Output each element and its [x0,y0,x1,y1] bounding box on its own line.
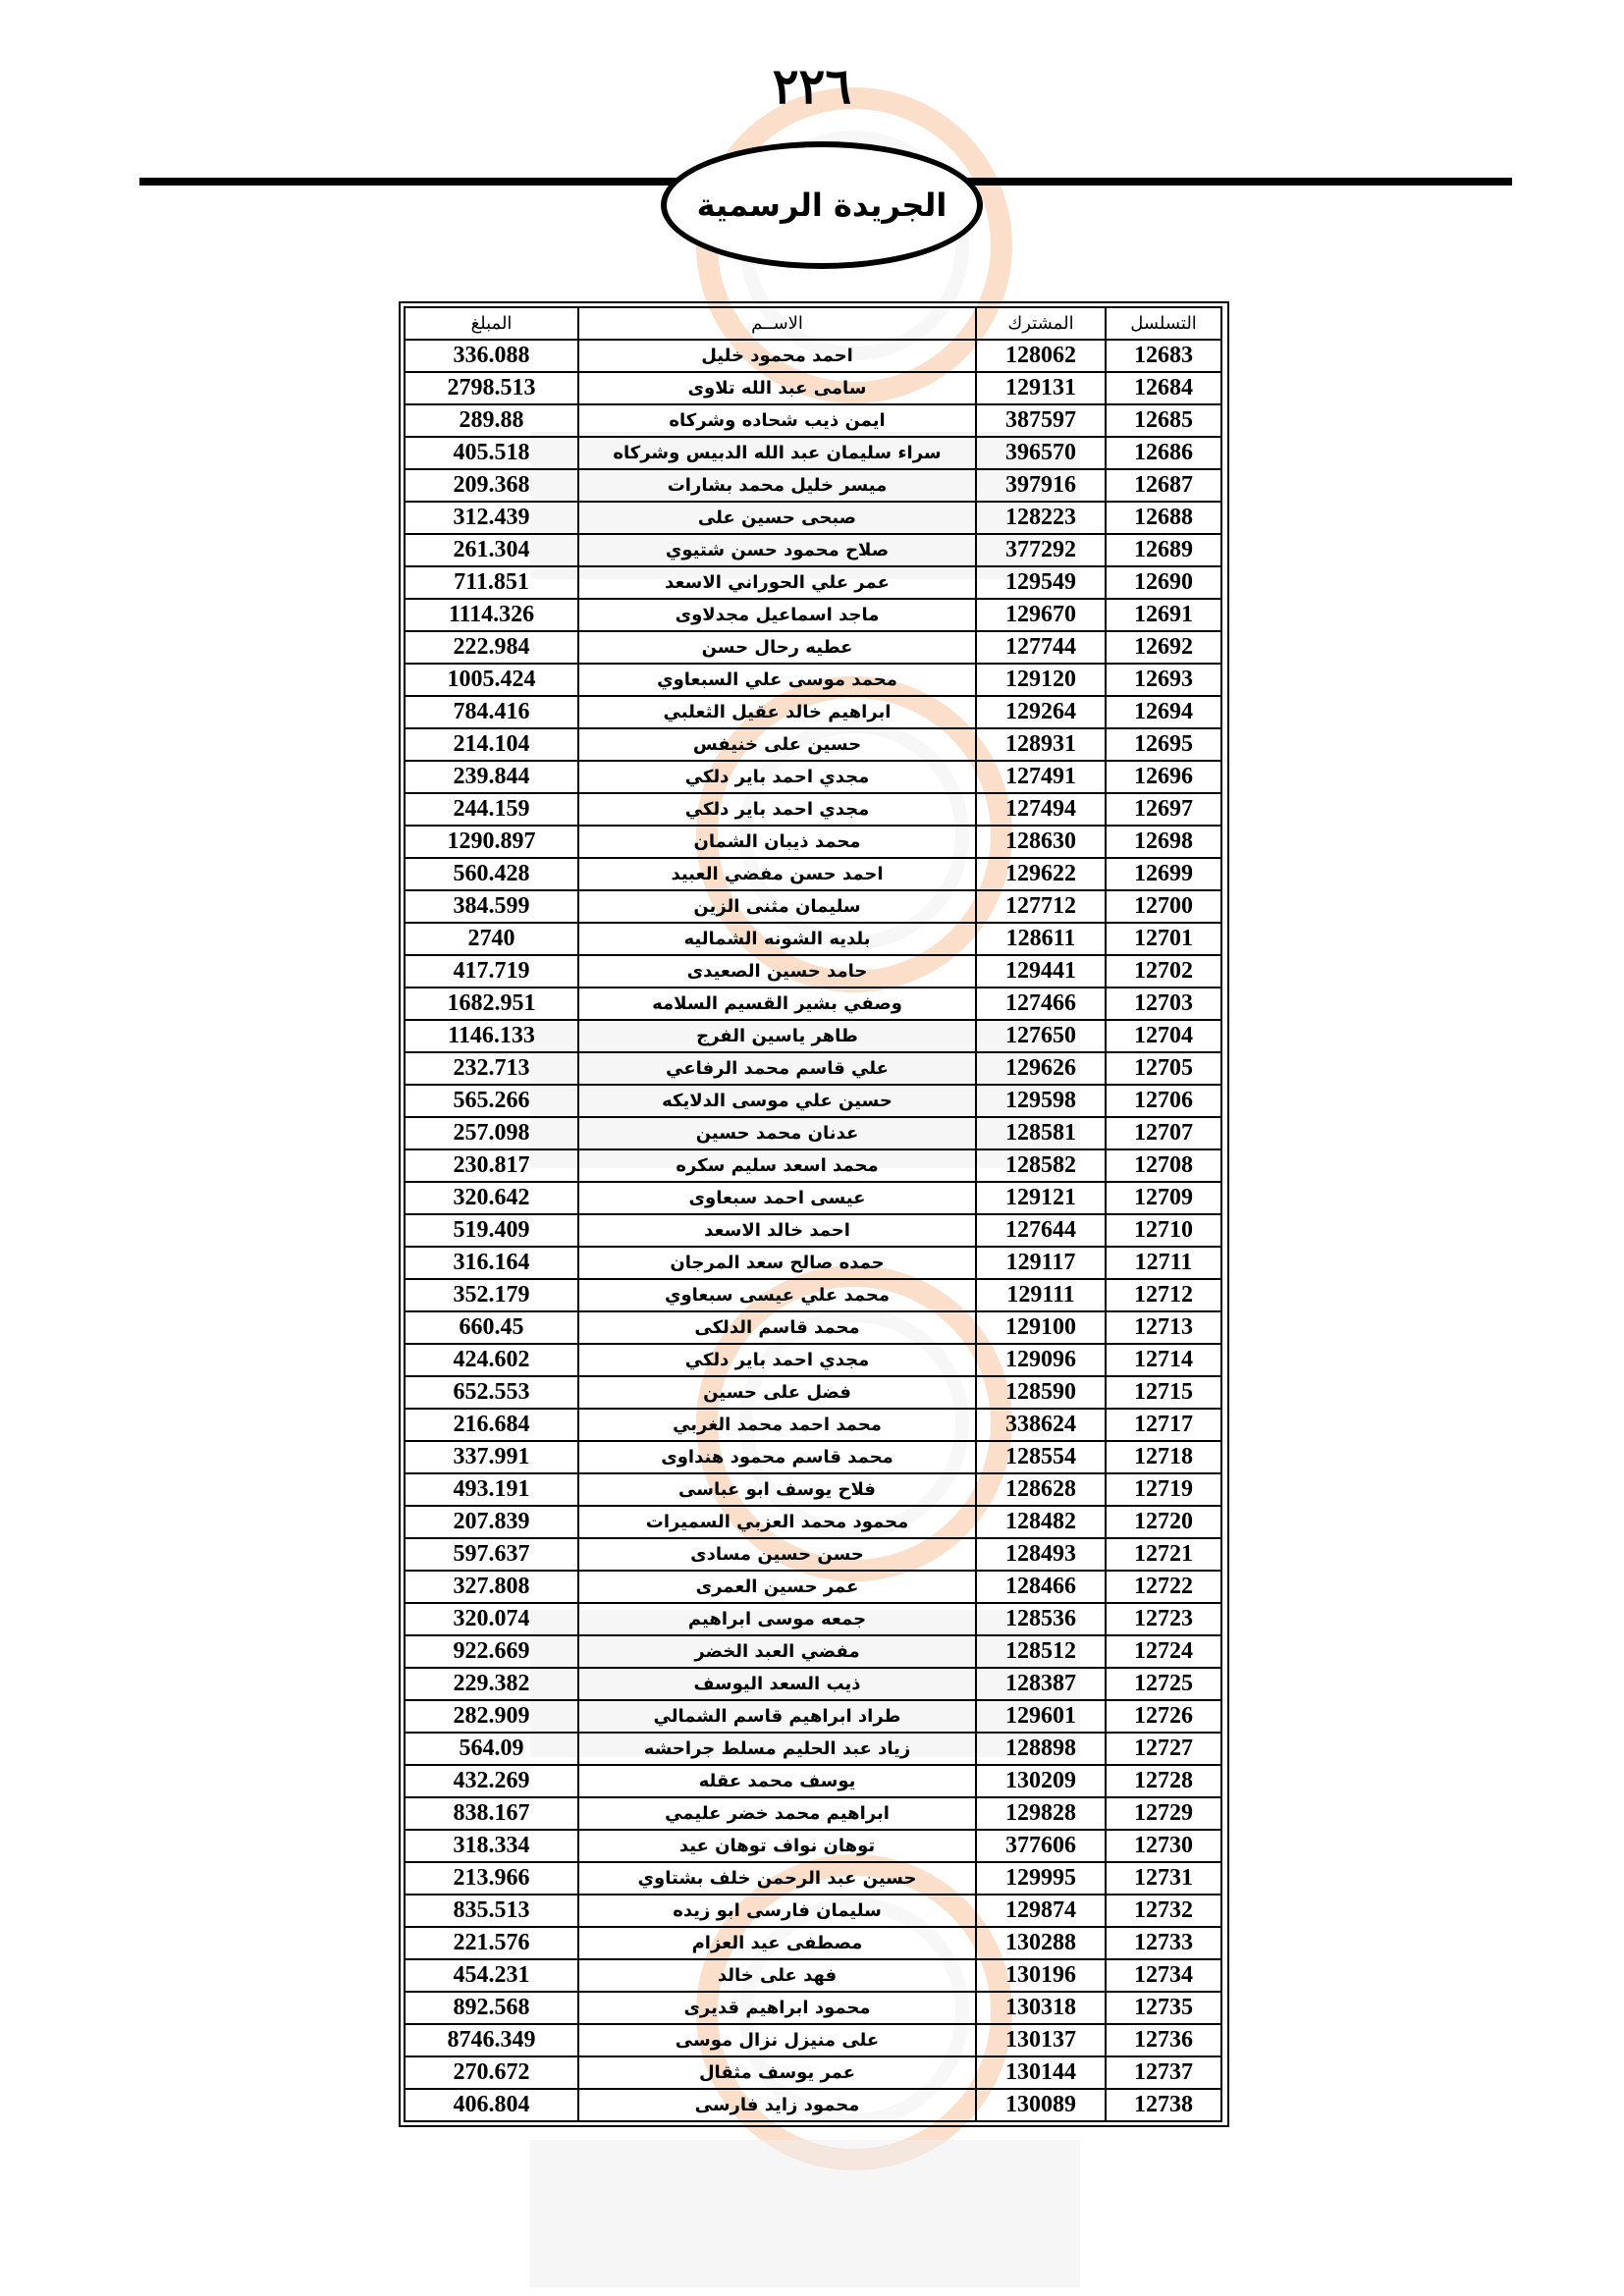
cell-serial: 12724 [1106,1635,1221,1668]
cell-amount: 289.88 [405,404,578,437]
cell-amount: 432.269 [405,1765,578,1797]
cell-name: محمود زايد فارسى [578,2089,976,2121]
table-row [405,793,1221,826]
cell-serial: 12693 [1106,664,1221,696]
cell-name: محمد ذيبان الشمان [578,826,976,858]
table-row [405,988,1221,1020]
cell-serial: 12708 [1106,1149,1221,1182]
table-row [405,1733,1221,1765]
cell-subscriber: 129626 [976,1052,1106,1085]
table-row [405,955,1221,988]
page-number: ٢٢٦ [772,57,852,115]
cell-serial: 12737 [1106,2056,1221,2089]
cell-subscriber: 387597 [976,404,1106,437]
cell-subscriber: 128482 [976,1506,1106,1538]
cell-serial: 12707 [1106,1117,1221,1149]
cell-serial: 12687 [1106,469,1221,502]
cell-serial: 12715 [1106,1376,1221,1409]
cell-subscriber: 130318 [976,1992,1106,2024]
cell-name: مفضي العبد الخضر [578,1635,976,1668]
cell-subscriber: 128512 [976,1635,1106,1668]
cell-name: محمد موسى علي السبعاوي [578,664,976,696]
cell-amount: 1146.133 [405,1020,578,1052]
cell-subscriber: 129622 [976,858,1106,890]
cell-subscriber: 129874 [976,1895,1106,1927]
cell-serial: 12720 [1106,1506,1221,1538]
cell-name: حسين علي موسى الدلايكه [578,1085,976,1117]
cell-serial: 12730 [1106,1830,1221,1862]
cell-serial: 12712 [1106,1279,1221,1311]
header-name: الاســم [578,307,976,340]
table-body [405,340,1221,2121]
cell-subscriber: 129264 [976,696,1106,728]
cell-subscriber: 128590 [976,1376,1106,1409]
cell-subscriber: 129121 [976,1182,1106,1214]
cell-name: عمر يوسف مثقال [578,2056,976,2089]
cell-name: احمد محمود خليل [578,340,976,372]
table-row [405,1830,1221,1862]
table-row [405,1473,1221,1506]
cell-name: عدنان محمد حسين [578,1117,976,1149]
cell-amount: 564.09 [405,1733,578,1765]
cell-amount: 711.851 [405,566,578,599]
cell-amount: 213.966 [405,1862,578,1895]
table-row [405,2024,1221,2056]
cell-name: ميسر خليل محمد بشارات [578,469,976,502]
cell-subscriber: 129549 [976,566,1106,599]
cell-serial: 12725 [1106,1668,1221,1700]
cell-name: بلديه الشونه الشماليه [578,923,976,955]
table-row [405,566,1221,599]
cell-name: يوسف محمد عقله [578,1765,976,1797]
table-row [405,1992,1221,2024]
cell-name: جمعه موسى ابراهيم [578,1603,976,1635]
cell-serial: 12734 [1106,1959,1221,1992]
cell-serial: 12702 [1106,955,1221,988]
header-amount: المبلغ [405,307,578,340]
cell-subscriber: 127712 [976,890,1106,923]
cell-amount: 327.808 [405,1571,578,1603]
cell-serial: 12735 [1106,1992,1221,2024]
cell-amount: 316.164 [405,1247,578,1279]
cell-subscriber: 128493 [976,1538,1106,1571]
cell-amount: 232.713 [405,1052,578,1085]
table-row [405,1085,1221,1117]
cell-serial: 12713 [1106,1311,1221,1344]
cell-name: سراء سليمان عبد الله الدبيس وشركاه [578,437,976,469]
cell-amount: 222.984 [405,631,578,664]
cell-serial: 12683 [1106,340,1221,372]
cell-serial: 12719 [1106,1473,1221,1506]
cell-name: ايمن ذيب شحاده وشركاه [578,404,976,437]
gazette-title: الجريدة الرسمية [696,187,947,224]
cell-amount: 8746.349 [405,2024,578,2056]
cell-name: محمد احمد محمد الغربي [578,1409,976,1441]
cell-name: ابراهيم محمد خضر عليمي [578,1797,976,1830]
cell-amount: 565.266 [405,1085,578,1117]
table-row [405,1506,1221,1538]
cell-name: مصطفى عيد العزام [578,1927,976,1959]
cell-amount: 835.513 [405,1895,578,1927]
cell-subscriber: 129117 [976,1247,1106,1279]
cell-amount: 229.382 [405,1668,578,1700]
cell-name: مجدي احمد باير دلكي [578,1344,976,1376]
cell-subscriber: 129111 [976,1279,1106,1311]
cell-subscriber: 128628 [976,1473,1106,1506]
cell-amount: 652.553 [405,1376,578,1409]
cell-serial: 12736 [1106,2024,1221,2056]
table-row [405,1668,1221,1700]
cell-amount: 417.719 [405,955,578,988]
table-row [405,664,1221,696]
cell-serial: 12686 [1106,437,1221,469]
cell-name: ابراهيم خالد عقيل الثعلبي [578,696,976,728]
cell-serial: 12731 [1106,1862,1221,1895]
cell-serial: 12732 [1106,1895,1221,1927]
cell-amount: 838.167 [405,1797,578,1830]
table-row [405,826,1221,858]
cell-subscriber: 129441 [976,955,1106,988]
cell-amount: 239.844 [405,761,578,793]
cell-name: عيسى احمد سبعاوى [578,1182,976,1214]
cell-name: عطيه رحال حسن [578,631,976,664]
payments-table [404,306,1222,2122]
cell-serial: 12695 [1106,728,1221,761]
table-row [405,1441,1221,1473]
cell-subscriber: 129131 [976,372,1106,404]
cell-serial: 12688 [1106,502,1221,534]
cell-serial: 12699 [1106,858,1221,890]
cell-amount: 261.304 [405,534,578,566]
cell-subscriber: 128554 [976,1441,1106,1473]
cell-name: توهان نواف توهان عيد [578,1830,976,1862]
table-row [405,404,1221,437]
cell-subscriber: 127744 [976,631,1106,664]
cell-name: سامى عبد الله تلاوى [578,372,976,404]
cell-amount: 406.804 [405,2089,578,2121]
cell-amount: 560.428 [405,858,578,890]
cell-subscriber: 130209 [976,1765,1106,1797]
cell-serial: 12711 [1106,1247,1221,1279]
cell-amount: 320.642 [405,1182,578,1214]
cell-name: ماجد اسماعيل مجدلاوى [578,599,976,631]
cell-name: علي قاسم محمد الرفاعي [578,1052,976,1085]
cell-name: حمده صالح سعد المرجان [578,1247,976,1279]
cell-serial: 12721 [1106,1538,1221,1571]
cell-serial: 12684 [1106,372,1221,404]
cell-amount: 352.179 [405,1279,578,1311]
header-serial: التسلسل [1106,307,1221,340]
cell-amount: 922.669 [405,1635,578,1668]
cell-serial: 12698 [1106,826,1221,858]
table-row [405,1700,1221,1733]
cell-subscriber: 377606 [976,1830,1106,1862]
table-row [405,2089,1221,2121]
cell-name: محمد قاسم الدلكى [578,1311,976,1344]
cell-name: عمر علي الحوراني الاسعد [578,566,976,599]
cell-subscriber: 128582 [976,1149,1106,1182]
table-row [405,1052,1221,1085]
table-row [405,2056,1221,2089]
cell-serial: 12733 [1106,1927,1221,1959]
cell-serial: 12738 [1106,2089,1221,2121]
cell-subscriber: 128062 [976,340,1106,372]
cell-serial: 12691 [1106,599,1221,631]
table-row [405,631,1221,664]
cell-name: مجدي احمد باير دلكي [578,761,976,793]
cell-amount: 493.191 [405,1473,578,1506]
table-row [405,437,1221,469]
cell-serial: 12727 [1106,1733,1221,1765]
cell-amount: 597.637 [405,1538,578,1571]
cell-subscriber: 129096 [976,1344,1106,1376]
table-header-row [405,307,1221,340]
cell-amount: 2798.513 [405,372,578,404]
cell-name: سليمان مثنى الزين [578,890,976,923]
cell-amount: 209.368 [405,469,578,502]
cell-subscriber: 128536 [976,1603,1106,1635]
cell-amount: 1114.326 [405,599,578,631]
cell-name: احمد حسن مفضي العبيد [578,858,976,890]
cell-name: زياد عبد الحليم مسلط جراحشه [578,1733,976,1765]
cell-subscriber: 128223 [976,502,1106,534]
cell-serial: 12704 [1106,1020,1221,1052]
cell-serial: 12703 [1106,988,1221,1020]
cell-serial: 12710 [1106,1214,1221,1247]
cell-subscriber: 128387 [976,1668,1106,1700]
cell-amount: 384.599 [405,890,578,923]
cell-name: سليمان فارسى ابو زيده [578,1895,976,1927]
table-row [405,761,1221,793]
cell-serial: 12701 [1106,923,1221,955]
cell-amount: 221.576 [405,1927,578,1959]
cell-name: محمود محمد العزبي السميرات [578,1506,976,1538]
cell-serial: 12714 [1106,1344,1221,1376]
table-row [405,728,1221,761]
cell-serial: 12722 [1106,1571,1221,1603]
cell-subscriber: 130144 [976,2056,1106,2089]
cell-amount: 424.602 [405,1344,578,1376]
cell-name: محمود ابراهيم قديرى [578,1992,976,2024]
cell-name: صبحى حسين على [578,502,976,534]
cell-name: وصفي بشير القسيم السلامه [578,988,976,1020]
cell-serial: 12689 [1106,534,1221,566]
cell-name: طراد ابراهيم قاسم الشمالي [578,1700,976,1733]
cell-amount: 660.45 [405,1311,578,1344]
table-row [405,1149,1221,1182]
cell-subscriber: 127494 [976,793,1106,826]
cell-amount: 318.334 [405,1830,578,1862]
table-row [405,1409,1221,1441]
table-row [405,1797,1221,1830]
table-row [405,1538,1221,1571]
table-row [405,1182,1221,1214]
cell-name: حسن حسين مسادى [578,1538,976,1571]
cell-subscriber: 129100 [976,1311,1106,1344]
cell-amount: 216.684 [405,1409,578,1441]
table-row [405,1117,1221,1149]
cell-subscriber: 130196 [976,1959,1106,1992]
table-row [405,1895,1221,1927]
cell-amount: 405.518 [405,437,578,469]
table-row [405,858,1221,890]
table-row [405,1635,1221,1668]
table-row [405,1376,1221,1409]
cell-subscriber: 129670 [976,599,1106,631]
cell-amount: 336.088 [405,340,578,372]
table-row [405,1959,1221,1992]
cell-amount: 1005.424 [405,664,578,696]
table-row [405,1214,1221,1247]
cell-subscriber: 129598 [976,1085,1106,1117]
cell-name: محمد اسعد سليم سكره [578,1149,976,1182]
cell-serial: 12700 [1106,890,1221,923]
cell-serial: 12696 [1106,761,1221,793]
cell-amount: 454.231 [405,1959,578,1992]
cell-serial: 12706 [1106,1085,1221,1117]
cell-name: حسين عبد الرحمن خلف بشتاوي [578,1862,976,1895]
table-row [405,372,1221,404]
cell-subscriber: 127650 [976,1020,1106,1052]
cell-subscriber: 127466 [976,988,1106,1020]
cell-amount: 214.104 [405,728,578,761]
table-row [405,534,1221,566]
gazette-title-oval [661,141,983,269]
cell-serial: 12723 [1106,1603,1221,1635]
cell-subscriber: 128611 [976,923,1106,955]
cell-name: على منيزل نزال موسى [578,2024,976,2056]
cell-serial: 12717 [1106,1409,1221,1441]
table-row [405,1279,1221,1311]
cell-subscriber: 129120 [976,664,1106,696]
cell-subscriber: 129828 [976,1797,1106,1830]
cell-amount: 270.672 [405,2056,578,2089]
cell-subscriber: 130089 [976,2089,1106,2121]
cell-subscriber: 377292 [976,534,1106,566]
cell-serial: 12709 [1106,1182,1221,1214]
cell-subscriber: 128466 [976,1571,1106,1603]
cell-subscriber: 338624 [976,1409,1106,1441]
table-row [405,502,1221,534]
cell-name: محمد قاسم محمود هنداوى [578,1441,976,1473]
cell-amount: 230.817 [405,1149,578,1182]
cell-serial: 12697 [1106,793,1221,826]
table-row [405,1927,1221,1959]
cell-name: فضل على حسين [578,1376,976,1409]
cell-serial: 12705 [1106,1052,1221,1085]
cell-subscriber: 397916 [976,469,1106,502]
cell-amount: 207.839 [405,1506,578,1538]
table-row [405,1247,1221,1279]
cell-amount: 320.074 [405,1603,578,1635]
cell-subscriber: 396570 [976,437,1106,469]
cell-subscriber: 130288 [976,1927,1106,1959]
cell-serial: 12690 [1106,566,1221,599]
cell-name: طاهر ياسين الفرج [578,1020,976,1052]
cell-subscriber: 128630 [976,826,1106,858]
cell-subscriber: 127491 [976,761,1106,793]
cell-amount: 257.098 [405,1117,578,1149]
cell-name: حامد حسين الصعيدى [578,955,976,988]
table-row [405,1311,1221,1344]
cell-name: محمد علي عيسى سبعاوي [578,1279,976,1311]
cell-subscriber: 128931 [976,728,1106,761]
cell-amount: 337.991 [405,1441,578,1473]
table-row [405,1603,1221,1635]
payments-table-wrap [404,306,1220,2122]
cell-subscriber: 128581 [976,1117,1106,1149]
cell-subscriber: 130137 [976,2024,1106,2056]
cell-amount: 244.159 [405,793,578,826]
cell-amount: 892.568 [405,1992,578,2024]
cell-serial: 12726 [1106,1700,1221,1733]
table-row [405,1344,1221,1376]
cell-amount: 282.909 [405,1700,578,1733]
cell-amount: 1682.951 [405,988,578,1020]
table-row [405,1765,1221,1797]
cell-serial: 12729 [1106,1797,1221,1830]
table-row [405,696,1221,728]
cell-amount: 1290.897 [405,826,578,858]
cell-subscriber: 129601 [976,1700,1106,1733]
cell-amount: 2740 [405,923,578,955]
cell-name: حسين على خنيفس [578,728,976,761]
cell-serial: 12728 [1106,1765,1221,1797]
cell-amount: 784.416 [405,696,578,728]
table-row [405,1862,1221,1895]
cell-name: احمد خالد الاسعد [578,1214,976,1247]
cell-serial: 12694 [1106,696,1221,728]
cell-name: عمر حسين العمرى [578,1571,976,1603]
table-row [405,1571,1221,1603]
table-row [405,923,1221,955]
cell-serial: 12718 [1106,1441,1221,1473]
cell-subscriber: 128898 [976,1733,1106,1765]
cell-serial: 12685 [1106,404,1221,437]
cell-name: مجدي احمد باير دلكي [578,793,976,826]
table-row [405,599,1221,631]
cell-subscriber: 127644 [976,1214,1106,1247]
cell-name: فلاح يوسف ابو عباسى [578,1473,976,1506]
table-row [405,469,1221,502]
cell-name: فهد على خالد [578,1959,976,1992]
cell-name: ذيب السعد اليوسف [578,1668,976,1700]
cell-amount: 312.439 [405,502,578,534]
cell-amount: 519.409 [405,1214,578,1247]
table-row [405,890,1221,923]
cell-subscriber: 129995 [976,1862,1106,1895]
cell-name: صلاح محمود حسن شتيوي [578,534,976,566]
table-row [405,1020,1221,1052]
table-row [405,340,1221,372]
cell-serial: 12692 [1106,631,1221,664]
header-subscriber: المشترك [976,307,1106,340]
